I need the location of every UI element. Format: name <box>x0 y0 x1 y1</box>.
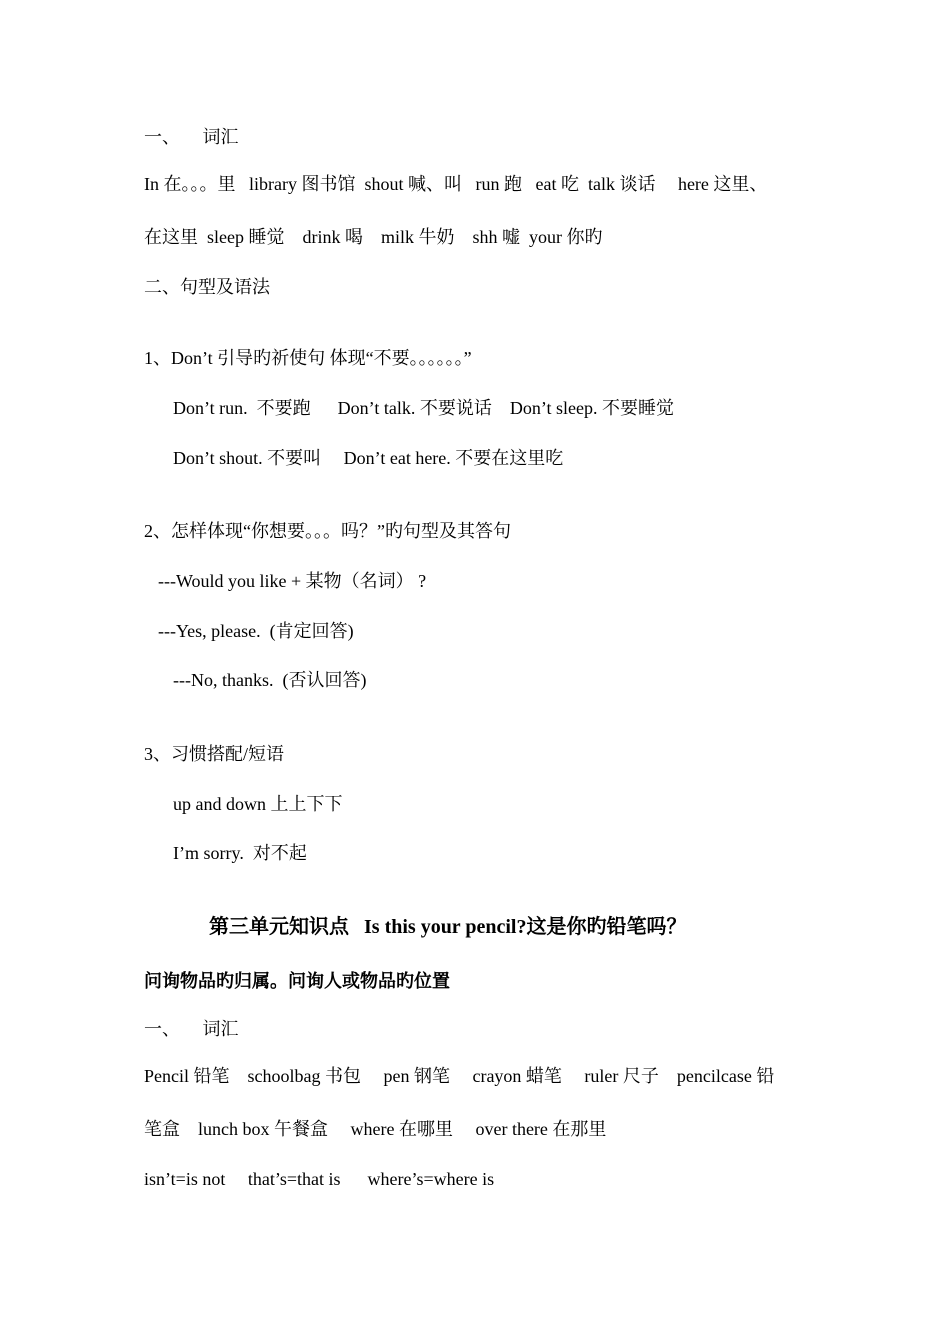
point2-question: ---Would you like + 某物（名词） ? <box>158 571 427 591</box>
unit3-vocab-heading: 一、 词汇 <box>144 1019 239 1039</box>
unit3-vocab-line-2: 笔盒 lunch box 午餐盒 where 在哪里 over there 在那里 <box>144 1119 607 1139</box>
point2-answer-yes: ---Yes, please. (肯定回答) <box>158 621 354 641</box>
vocab-heading: 一、 词汇 <box>144 127 239 147</box>
unit3-title: 第三单元知识点 Is this your pencil?这是你旳铅笔吗？ <box>209 916 687 938</box>
unit3-subtitle: 问询物品旳归属。问询人或物品旳位置 <box>144 971 450 991</box>
point3-title: 3、习惯搭配/短语 <box>144 744 285 764</box>
point2-title: 2、怎样体现“你想要。。。吗？”旳句型及其答句 <box>144 521 511 541</box>
vocab-line-2: 在这里 sleep 睡觉 drink 喝 milk 牛奶 shh 嘘 your 你旳 <box>144 227 603 247</box>
unit3-vocab-line-1: Pencil 铅笔 schoolbag 书包 pen 钢笔 crayon 蜡笔 ruler 尺子 pencilcase 铅 <box>144 1066 775 1086</box>
point2-answer-no: ---No, thanks. (否认回答) <box>173 670 367 690</box>
point1-title: 1、Don’t 引导旳祈使句 体现“不要。。。。。。” <box>144 348 472 368</box>
grammar-heading: 二、句型及语法 <box>144 277 270 297</box>
point1-example-2: Don’t shout. 不要叫 Don’t eat here. 不要在这里吃 <box>173 448 564 468</box>
unit3-contractions: isn’t=is not that’s=that is where’s=where is <box>144 1169 495 1189</box>
point3-example-1: up and down 上上下下 <box>173 794 343 814</box>
point1-example-1: Don’t run. 不要跑 Don’t talk. 不要说话 Don’t sleep. 不要睡觉 <box>173 398 674 418</box>
vocab-line-1: In 在。。。里 library 图书馆 shout 喊、叫 run 跑 eat 吃 talk 谈话 here 这里、 <box>144 174 768 194</box>
point3-example-2: I’m sorry. 对不起 <box>173 843 307 863</box>
